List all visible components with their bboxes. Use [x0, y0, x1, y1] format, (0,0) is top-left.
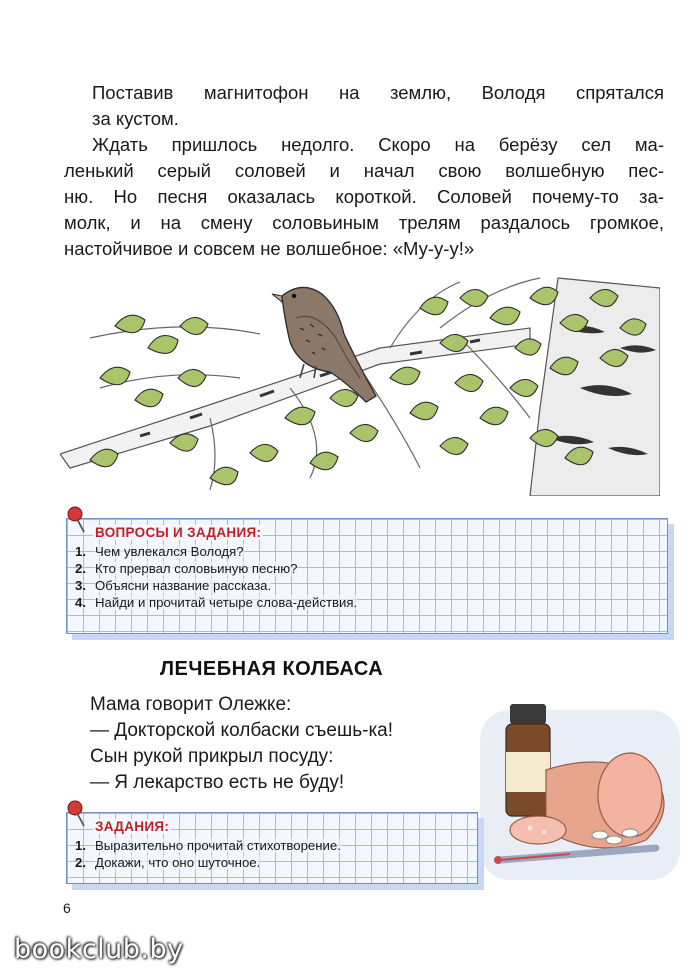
- list-item: [75, 560, 357, 577]
- tasks-heading: ЗАДАНИЯ:: [95, 819, 170, 834]
- list-item: [75, 854, 341, 871]
- page-number: 6: [63, 900, 71, 916]
- item-number: 4.: [75, 595, 86, 610]
- story-line: Ждать пришлось недолго. Скоро на берёзу сел ма-: [92, 134, 664, 155]
- poem-line: — Я лекарство есть не буду!: [90, 772, 345, 793]
- item-text: Найди и прочитай четыре слова-действия.: [95, 595, 358, 610]
- list-item: [75, 577, 357, 594]
- item-number: 3.: [75, 578, 86, 593]
- list-item: [75, 594, 357, 611]
- list-item: [75, 543, 357, 560]
- item-text: Объясни название рассказа.: [95, 578, 272, 593]
- tasks-list: [75, 837, 341, 871]
- story-line: Поставив магнитофон на землю, Володя спрятался: [92, 82, 664, 103]
- item-number: 1.: [75, 544, 86, 559]
- story-paragraph-1: [64, 80, 664, 132]
- watermark: bookclub.by: [14, 934, 184, 965]
- poem-text: [90, 692, 393, 796]
- tasks-box: [66, 812, 478, 884]
- poem-line: Сын рукой прикрыл посуду:: [90, 746, 334, 767]
- item-text: Кто прервал соловьиную песню?: [95, 561, 298, 576]
- medicine-sausage-illustration: [480, 690, 680, 880]
- story-line: молк, и на смену соловьиным трелям раздалось громкое,: [64, 212, 664, 233]
- item-number: 1.: [75, 838, 86, 853]
- pushpin-icon: [64, 504, 90, 536]
- nightingale-birch-illustration: [60, 268, 660, 496]
- story-line: ленький серый соловей и начал свою волшебную пес-: [64, 160, 664, 181]
- item-text: Докажи, что оно шуточное.: [95, 855, 261, 870]
- poem-title: ЛЕЧЕБНАЯ КОЛБАСА: [160, 658, 384, 680]
- questions-box: [66, 518, 668, 634]
- story-paragraph-2: [64, 132, 664, 262]
- list-item: [75, 837, 341, 854]
- poem-line: Мама говорит Олежке:: [90, 694, 292, 715]
- pushpin-icon: [64, 798, 90, 830]
- item-number: 2.: [75, 561, 86, 576]
- story-line: настойчивое и совсем не волшебное: «Му-у-у!»: [64, 238, 475, 259]
- poem-line: — Докторской колбаски съешь-ка!: [90, 720, 394, 741]
- story-text: [64, 80, 664, 262]
- story-line: за кустом.: [92, 108, 179, 129]
- item-text: Чем увлекался Володя?: [95, 544, 244, 559]
- item-text: Выразительно прочитай стихотворение.: [95, 838, 341, 853]
- questions-heading: ВОПРОСЫ И ЗАДАНИЯ:: [95, 525, 262, 540]
- item-number: 2.: [75, 855, 86, 870]
- story-line: ню. Но песня оказалась короткой. Соловей почему-то за-: [64, 186, 664, 207]
- questions-list: [75, 543, 357, 611]
